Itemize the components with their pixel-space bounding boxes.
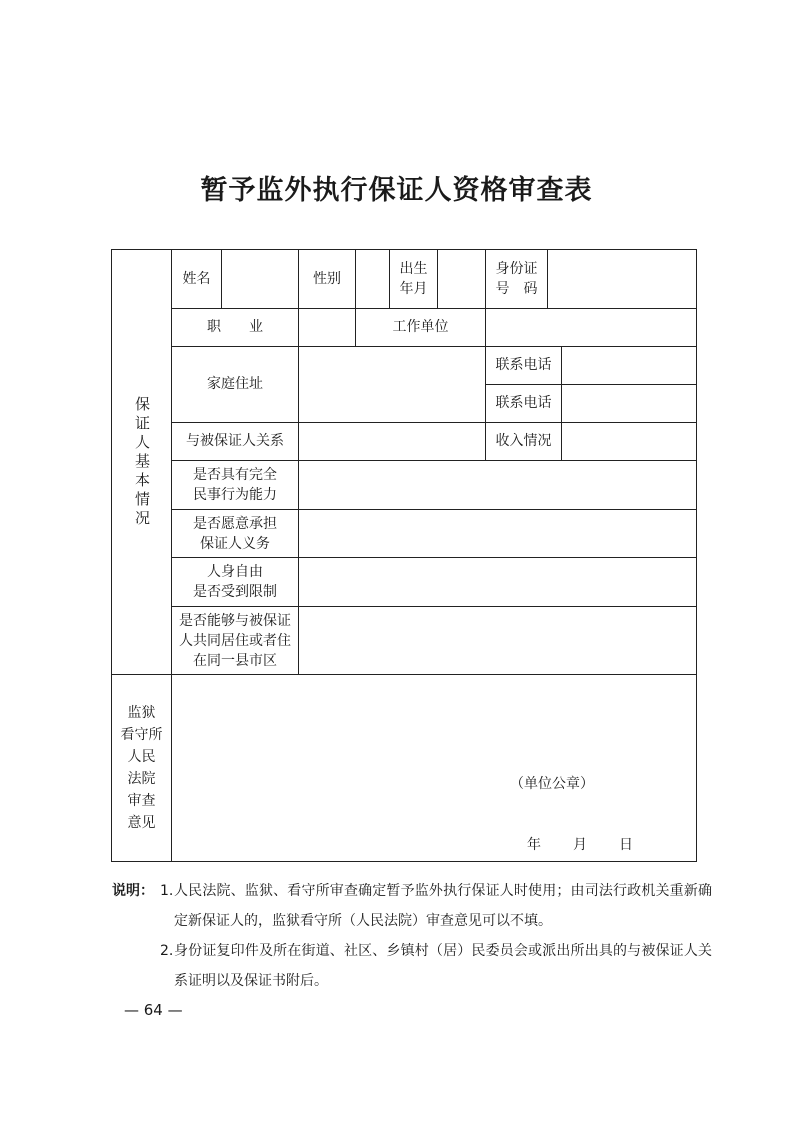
occupation-label: 职 业 — [207, 319, 263, 335]
cohabit-label: 是否能够与被保证 人共同居住或者住 在同一县市区 — [179, 612, 291, 669]
workplace-label: 工作单位 — [392, 319, 449, 335]
section-review-opinion-label: 监狱 看守所 人民 法院 审查 意见 — [120, 705, 163, 831]
cohabit-field[interactable] — [299, 607, 697, 674]
gender-field[interactable] — [356, 250, 389, 308]
unit-seal-text: （单位公章） — [510, 775, 594, 792]
home-address-field[interactable] — [299, 347, 485, 422]
note-item — [112, 876, 712, 936]
section-basic-info-label: 保证人基本情况 — [133, 395, 151, 529]
phone-label-2: 联系电话 — [495, 395, 552, 411]
note-item — [112, 936, 712, 996]
workplace-field[interactable] — [486, 309, 697, 346]
month-label: 月 — [573, 836, 587, 853]
phone-field-2[interactable] — [562, 385, 697, 422]
note-number: 1. — [160, 883, 174, 899]
id-number-field[interactable] — [548, 250, 697, 308]
year-label: 年 — [527, 836, 541, 853]
gender-label: 性别 — [313, 270, 341, 287]
occupation-field[interactable] — [299, 309, 355, 346]
note-text: 身份证复印件及所在街道、社区、乡镇村（居）民委员会或派出所出具的与被保证人关系证明以及保证书附后。 — [174, 943, 712, 989]
relationship-field[interactable] — [299, 423, 485, 460]
income-field[interactable] — [562, 423, 697, 460]
freedom-restricted-label: 人身自由 是否受到限制 — [193, 564, 277, 600]
birth-label: 出生 年月 — [399, 261, 428, 297]
income-label: 收入情况 — [495, 433, 552, 449]
review-form-table — [111, 249, 697, 862]
note-text: 人民法院、监狱、看守所审查确定暂予监外执行保证人时使用；由司法行政机关重新确定新保证人的，监狱看守所（人民法院）审查意见可以不填。 — [174, 883, 712, 929]
willing-obligation-field[interactable] — [299, 510, 697, 557]
day-label: 日 — [619, 836, 633, 853]
note-number: 2. — [160, 943, 174, 959]
civil-capacity-field[interactable] — [299, 461, 697, 509]
name-label: 姓名 — [182, 270, 211, 287]
notes-label: 说明： — [112, 883, 154, 899]
id-number-label: 身份证 号 码 — [495, 261, 538, 297]
civil-capacity-label: 是否具有完全 民事行为能力 — [193, 467, 277, 503]
phone-field-1[interactable] — [562, 347, 697, 384]
page-title: 暂予监外执行保证人资格审查表 — [200, 175, 593, 206]
phone-label-1: 联系电话 — [495, 357, 552, 373]
name-field[interactable] — [222, 250, 298, 308]
page-number: — 64 — — [124, 1001, 183, 1019]
birth-field[interactable] — [438, 250, 485, 308]
home-address-label: 家庭住址 — [207, 376, 263, 392]
relationship-label: 与被保证人关系 — [186, 433, 284, 449]
freedom-restricted-field[interactable] — [299, 558, 697, 606]
notes-section — [112, 876, 712, 996]
willing-obligation-label: 是否愿意承担 保证人义务 — [193, 515, 277, 552]
